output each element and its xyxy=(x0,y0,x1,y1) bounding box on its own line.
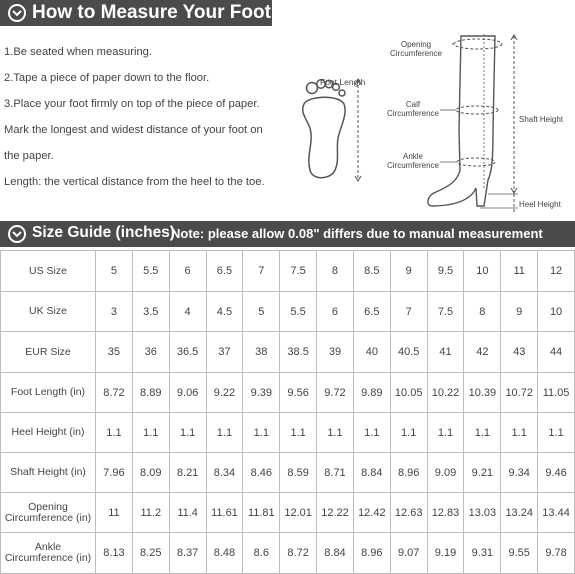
table-cell: 8.71 xyxy=(317,453,354,493)
table-cell: 36 xyxy=(132,332,169,373)
table-cell: 7.5 xyxy=(427,292,464,332)
table-cell: 4 xyxy=(169,292,206,332)
table-cell: 43 xyxy=(501,332,538,373)
table-cell: 1.1 xyxy=(243,413,280,453)
table-cell: 9.39 xyxy=(243,373,280,413)
table-cell: 12.63 xyxy=(390,493,427,533)
size-guide-banner xyxy=(0,221,575,247)
table-cell: 8.96 xyxy=(390,453,427,493)
table-cell: 8.96 xyxy=(353,533,390,574)
table-cell: 10.05 xyxy=(390,373,427,413)
heel-height-label: Heel Height xyxy=(519,200,561,209)
row-header: UK Size xyxy=(1,292,96,332)
table-row xyxy=(1,413,575,453)
table-cell: 9.19 xyxy=(427,533,464,574)
table-cell: 9.56 xyxy=(280,373,317,413)
table-cell: 1.1 xyxy=(390,413,427,453)
row-header: Ankle Circumference (in) xyxy=(1,533,96,574)
table-cell: 37 xyxy=(206,332,243,373)
table-cell: 9.78 xyxy=(538,533,575,574)
table-cell: 3.5 xyxy=(132,292,169,332)
table-cell: 6.5 xyxy=(206,251,243,292)
table-cell: 11 xyxy=(96,493,133,533)
table-cell: 12.01 xyxy=(280,493,317,533)
table-cell: 10.72 xyxy=(501,373,538,413)
table-cell: 6 xyxy=(317,292,354,332)
table-cell: 9.07 xyxy=(390,533,427,574)
table-cell: 8.13 xyxy=(96,533,133,574)
table-row xyxy=(1,453,575,493)
table-cell: 8.84 xyxy=(317,533,354,574)
table-cell: 9.46 xyxy=(538,453,575,493)
table-cell: 9 xyxy=(390,251,427,292)
table-cell: 3 xyxy=(96,292,133,332)
table-cell: 11.05 xyxy=(538,373,575,413)
table-cell: 4.5 xyxy=(206,292,243,332)
table-cell: 41 xyxy=(427,332,464,373)
table-cell: 10 xyxy=(538,292,575,332)
table-cell: 5.5 xyxy=(280,292,317,332)
table-cell: 8.21 xyxy=(169,453,206,493)
ankle-circumference-label: Ankle Circumference xyxy=(386,152,439,170)
table-cell: 8 xyxy=(464,292,501,332)
table-cell: 8.89 xyxy=(132,373,169,413)
instruction-line: the paper. xyxy=(4,150,54,162)
row-header: Shaft Height (in) xyxy=(1,453,96,493)
table-cell: 8.72 xyxy=(96,373,133,413)
table-cell: 8 xyxy=(317,251,354,292)
table-cell: 40 xyxy=(353,332,390,373)
row-header: US Size xyxy=(1,251,96,292)
table-cell: 1.1 xyxy=(132,413,169,453)
table-cell: 7 xyxy=(243,251,280,292)
table-cell: 7.5 xyxy=(280,251,317,292)
table-row xyxy=(1,292,575,332)
table-cell: 12 xyxy=(538,251,575,292)
row-header: Heel Height (in) xyxy=(1,413,96,453)
table-cell: 6 xyxy=(169,251,206,292)
table-cell: 1.1 xyxy=(427,413,464,453)
measure-title: How to Measure Your Foot xyxy=(32,2,271,23)
table-cell: 1.1 xyxy=(353,413,390,453)
table-cell: 1.1 xyxy=(317,413,354,453)
table-cell: 5.5 xyxy=(132,251,169,292)
chevron-down-circle-icon xyxy=(8,4,26,22)
table-cell: 9.21 xyxy=(464,453,501,493)
table-cell: 1.1 xyxy=(206,413,243,453)
foot-length-label: Foot Length xyxy=(320,77,366,87)
table-row xyxy=(1,373,575,413)
opening-circumference-label: Opening Circumference xyxy=(389,40,442,58)
table-cell: 8.25 xyxy=(132,533,169,574)
table-cell: 8.59 xyxy=(280,453,317,493)
table-cell: 8.84 xyxy=(353,453,390,493)
measure-banner xyxy=(0,0,272,26)
table-cell: 9.22 xyxy=(206,373,243,413)
table-cell: 39 xyxy=(317,332,354,373)
table-row xyxy=(1,251,575,292)
table-cell: 8.37 xyxy=(169,533,206,574)
table-cell: 9.31 xyxy=(464,533,501,574)
row-header: Opening Circumference (in) xyxy=(1,493,96,533)
row-header: Foot Length (in) xyxy=(1,373,96,413)
table-cell: 9.89 xyxy=(353,373,390,413)
row-header: EUR Size xyxy=(1,332,96,373)
table-cell: 1.1 xyxy=(538,413,575,453)
table-cell: 13.44 xyxy=(538,493,575,533)
table-cell: 12.42 xyxy=(353,493,390,533)
instruction-line: Mark the longest and widest distance of your foot on xyxy=(4,124,263,136)
table-cell: 38 xyxy=(243,332,280,373)
table-cell: 13.03 xyxy=(464,493,501,533)
table-cell: 10 xyxy=(464,251,501,292)
table-cell: 9.55 xyxy=(501,533,538,574)
chevron-down-circle-icon xyxy=(8,225,26,243)
table-row xyxy=(1,493,575,533)
table-cell: 10.22 xyxy=(427,373,464,413)
table-cell: 8.72 xyxy=(280,533,317,574)
table-cell: 44 xyxy=(538,332,575,373)
table-cell: 8.46 xyxy=(243,453,280,493)
size-guide-note: Note: please allow 0.08" differs due to manual measurement xyxy=(171,226,543,241)
table-cell: 6.5 xyxy=(353,292,390,332)
table-cell: 11.2 xyxy=(132,493,169,533)
table-cell: 8.09 xyxy=(132,453,169,493)
table-cell: 1.1 xyxy=(169,413,206,453)
table-cell: 8.6 xyxy=(243,533,280,574)
table-cell: 7 xyxy=(390,292,427,332)
table-cell: 1.1 xyxy=(96,413,133,453)
table-cell: 1.1 xyxy=(464,413,501,453)
table-cell: 5 xyxy=(96,251,133,292)
size-guide-title: Size Guide (inches) xyxy=(32,224,175,241)
table-cell: 10.39 xyxy=(464,373,501,413)
table-cell: 1.1 xyxy=(501,413,538,453)
table-cell: 36.5 xyxy=(169,332,206,373)
table-cell: 5 xyxy=(243,292,280,332)
table-cell: 9.34 xyxy=(501,453,538,493)
instruction-line: Length: the vertical distance from the heel to the toe. xyxy=(4,176,265,188)
shaft-height-label: Shaft Height xyxy=(519,115,564,124)
calf-circumference-label: Calf Circumference xyxy=(386,100,439,118)
table-cell: 35 xyxy=(96,332,133,373)
table-cell: 11 xyxy=(501,251,538,292)
table-cell: 11.4 xyxy=(169,493,206,533)
table-cell: 40.5 xyxy=(390,332,427,373)
table-cell: 11.81 xyxy=(243,493,280,533)
table-cell: 9 xyxy=(501,292,538,332)
instruction-line: 3.Place your foot firmly on top of the piece of paper. xyxy=(4,98,260,110)
table-cell: 8.34 xyxy=(206,453,243,493)
instruction-line: 1.Be seated when measuring. xyxy=(4,46,153,58)
table-cell: 1.1 xyxy=(280,413,317,453)
foot-outline-icon xyxy=(290,76,370,184)
table-cell: 9.09 xyxy=(427,453,464,493)
table-cell: 11.61 xyxy=(206,493,243,533)
table-row xyxy=(1,332,575,373)
size-table xyxy=(0,250,575,574)
table-cell: 13.24 xyxy=(501,493,538,533)
table-cell: 38.5 xyxy=(280,332,317,373)
table-cell: 9.5 xyxy=(427,251,464,292)
table-cell: 9.06 xyxy=(169,373,206,413)
table-cell: 9.72 xyxy=(317,373,354,413)
table-cell: 12.83 xyxy=(427,493,464,533)
table-cell: 7.96 xyxy=(96,453,133,493)
instruction-line: 2.Tape a piece of paper down to the floor. xyxy=(4,72,210,84)
table-cell: 42 xyxy=(464,332,501,373)
table-cell: 12.22 xyxy=(317,493,354,533)
table-row xyxy=(1,533,575,574)
table-cell: 8.48 xyxy=(206,533,243,574)
table-cell: 8.5 xyxy=(353,251,390,292)
